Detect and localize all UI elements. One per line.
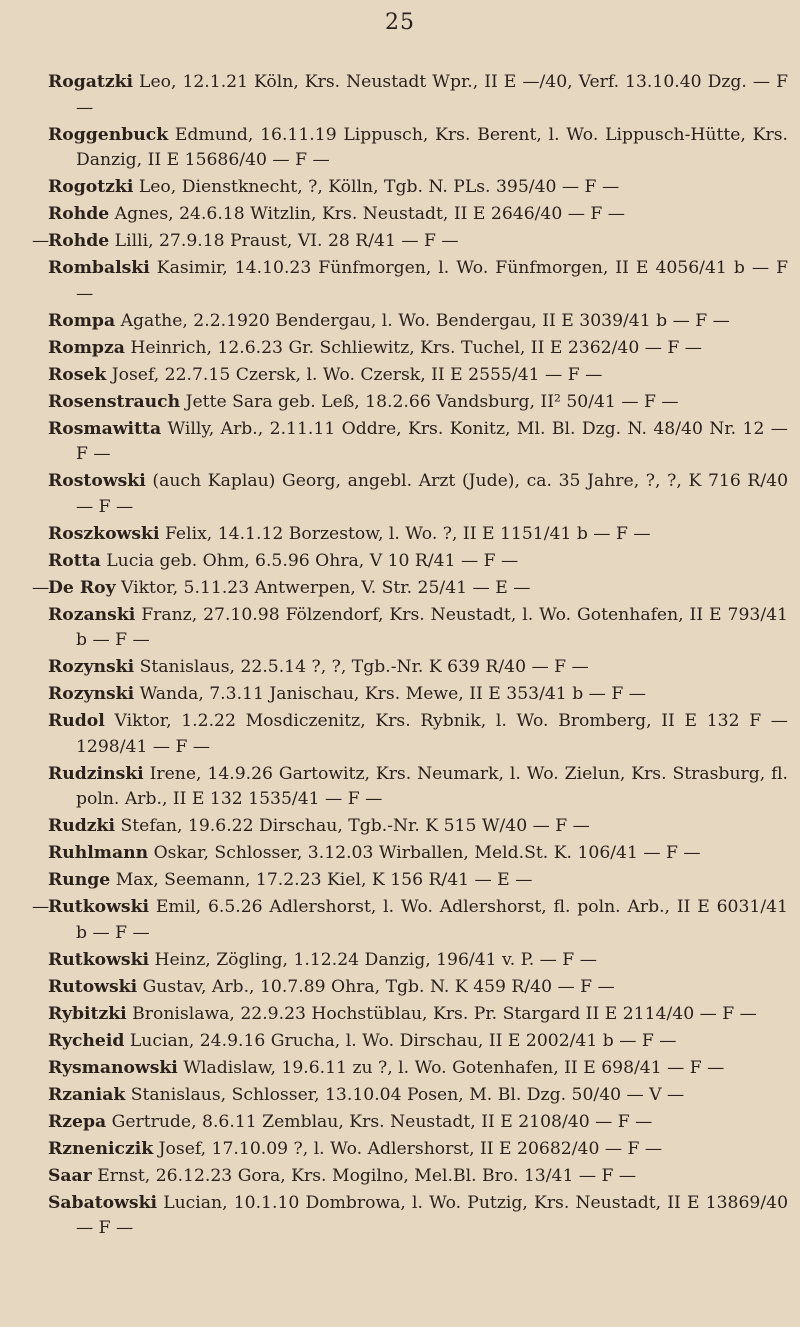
entry-details: Viktor, 5.11.23 Antwerpen, V. Str. 25/41 — E — bbox=[121, 577, 531, 598]
entry-surname: Rosmawitta bbox=[48, 418, 162, 439]
list-item bbox=[48, 762, 788, 813]
list-item bbox=[48, 814, 788, 840]
entry-details: Franz, 27.10.98 Fölzendorf, Krs. Neustadt, l. Wo. Gotenhafen, II E 793/41 b — F — bbox=[76, 604, 788, 650]
list-item bbox=[32, 576, 788, 602]
entry-details: Heinrich, 12.6.23 Gr. Schliewitz, Krs. Tuchel, II E 2362/40 — F — bbox=[130, 337, 702, 358]
entry-details: Leo, Dienstknecht, ?, Kölln, Tgb. N. PLs. 395/40 — F — bbox=[138, 177, 620, 197]
list-item bbox=[32, 229, 788, 255]
entry-details: Stanislaus, Schlosser, 13.10.04 Posen, M. Bl. Dzg. 50/40 — V — bbox=[130, 1084, 685, 1105]
entry-details: Stefan, 19.6.22 Dirschau, Tgb.-Nr. K 515 W/40 — F — bbox=[120, 816, 590, 836]
entry-surname: Rostowski bbox=[48, 471, 146, 491]
entry-details: Leo, 12.1.21 Köln, Krs. Neustadt Wpr., II E —/40, Verf. 13.10.40 Dzg. — F — bbox=[76, 72, 788, 118]
entry-details: Agathe, 2.2.1920 Bendergau, l. Wo. Bendergau, II E 3039/41 b — F — bbox=[120, 310, 730, 331]
entry-details: Emil, 6.5.26 Adlershorst, l. Wo. Adlershorst, fl. poln. Arb., II E 6031/41 b — F — bbox=[76, 897, 788, 943]
list-item bbox=[48, 948, 788, 974]
entry-details: Felix, 14.1.12 Borzestow, l. Wo. ?, II E 1151/41 b — F — bbox=[164, 523, 651, 544]
list-item bbox=[48, 1164, 788, 1190]
entry-details: Willy, Arb., 2.11.11 Oddre, Krs. Konitz, Ml. Bl. Dzg. N. 48/40 Nr. 12 — F — bbox=[76, 418, 788, 464]
list-item bbox=[32, 895, 788, 946]
entry-surname: Rutkowski bbox=[48, 897, 150, 917]
list-item bbox=[48, 256, 788, 307]
entry-surname: Rysmanowski bbox=[48, 1057, 178, 1078]
entry-surname: Runge bbox=[48, 870, 111, 890]
entry-surname: Rosenstrauch bbox=[48, 391, 181, 412]
entry-details: Josef, 22.7.15 Czersk, l. Wo. Czersk, II E 2555/41 — F — bbox=[111, 364, 603, 385]
list-item bbox=[48, 123, 788, 174]
entry-details: Edmund, 16.11.19 Lippusch, Krs. Berent, l. Wo. Lippusch-Hütte, Krs. Danzig, II E 15686/40 — F — bbox=[76, 124, 788, 170]
entry-surname: Rzneniczik bbox=[48, 1138, 154, 1159]
list-item bbox=[48, 1056, 788, 1082]
entry-details: Lucia geb. Ohm, 6.5.96 Ohra, V 10 R/41 — F — bbox=[106, 550, 519, 571]
entry-surname: Rutkowski bbox=[48, 949, 150, 970]
entry-details: Wanda, 7.3.11 Janischau, Krs. Mewe, II E 353/41 b — F — bbox=[139, 684, 646, 704]
entry-surname: Rompa bbox=[48, 310, 116, 331]
list-item bbox=[48, 469, 788, 520]
entry-surname: Sabatowski bbox=[48, 1192, 158, 1213]
list-item bbox=[48, 363, 788, 389]
entry-details: Viktor, 1.2.22 Mosdiczenitz, Krs. Rybnik, l. Wo. Bromberg, II E 132 F — 1298/41 — F — bbox=[76, 711, 788, 757]
list-item bbox=[48, 1083, 788, 1109]
entry-details: Gustav, Arb., 10.7.89 Ohra, Tgb. N. K 459 R/40 — F — bbox=[142, 976, 615, 997]
list-item bbox=[48, 975, 788, 1001]
entry-details: Ernst, 26.12.23 Gora, Krs. Mogilno, Mel.Bl. Bro. 13/41 — F — bbox=[97, 1165, 637, 1186]
list-item bbox=[48, 175, 788, 201]
entry-surname: Rudzinski bbox=[48, 763, 144, 784]
margin-mark: — bbox=[32, 897, 50, 917]
page-number: 25 bbox=[385, 10, 415, 35]
entry-surname: Roggenbuck bbox=[48, 124, 169, 145]
entry-surname: Roszkowski bbox=[48, 523, 160, 544]
list-item bbox=[48, 309, 788, 335]
list-item bbox=[48, 549, 788, 575]
entry-details: (auch Kaplau) Georg, angebl. Arzt (Jude), ca. 35 Jahre, ?, ?, K 716 R/40 — F — bbox=[76, 471, 789, 517]
entry-details: Kasimir, 14.10.23 Fünfmorgen, l. Wo. Fünfmorgen, II E 4056/41 b — F — bbox=[76, 258, 788, 304]
entry-surname: Rzaniak bbox=[48, 1084, 126, 1105]
entry-surname: Rohde bbox=[48, 204, 110, 224]
entry-surname: Rudol bbox=[48, 711, 105, 731]
entry-list bbox=[32, 70, 789, 1243]
list-item bbox=[48, 682, 788, 708]
entry-surname: Saar bbox=[48, 1165, 92, 1186]
entry-details: Josef, 17.10.09 ?, l. Wo. Adlershorst, II E 20682/40 — F — bbox=[158, 1138, 663, 1159]
entry-surname: Rohde bbox=[48, 231, 110, 251]
entry-details: Max, Seemann, 17.2.23 Kiel, K 156 R/41 — E — bbox=[115, 870, 533, 890]
entry-details: Lucian, 24.9.16 Grucha, l. Wo. Dirschau, II E 2002/41 b — F — bbox=[129, 1030, 677, 1051]
margin-mark: — bbox=[32, 577, 50, 598]
entry-surname: Rutowski bbox=[48, 976, 138, 997]
entry-details: Wladislaw, 19.6.11 zu ?, l. Wo. Gotenhafen, II E 698/41 — F — bbox=[183, 1057, 725, 1078]
entry-surname: Ruhlmann bbox=[48, 843, 149, 863]
list-item bbox=[48, 868, 788, 894]
list-item bbox=[48, 1191, 788, 1242]
list-item bbox=[48, 1002, 788, 1028]
entry-details: Gertrude, 8.6.11 Zemblau, Krs. Neustadt, II E 2108/40 — F — bbox=[111, 1111, 653, 1132]
entry-surname: Rozynski bbox=[48, 657, 135, 677]
entry-surname: Rzepa bbox=[48, 1111, 107, 1132]
entry-surname: Rycheid bbox=[48, 1030, 125, 1051]
entry-surname: Rozynski bbox=[48, 684, 135, 704]
list-item bbox=[48, 1110, 788, 1136]
entry-surname: Rozanski bbox=[48, 604, 136, 625]
list-item bbox=[48, 522, 788, 548]
entry-surname: Rybitzki bbox=[48, 1003, 127, 1024]
entry-details: Bronislawa, 22.9.23 Hochstüblau, Krs. Pr. Stargard II E 2114/40 — F — bbox=[132, 1003, 757, 1024]
list-item bbox=[48, 1137, 788, 1163]
list-item bbox=[48, 1029, 788, 1055]
list-item bbox=[48, 709, 788, 760]
entry-details: Heinz, Zögling, 1.12.24 Danzig, 196/41 v. P. — F — bbox=[154, 949, 597, 970]
list-item bbox=[48, 417, 788, 468]
entry-details: Agnes, 24.6.18 Witzlin, Krs. Neustadt, II E 2646/40 — F — bbox=[114, 204, 625, 224]
entry-details: Jette Sara geb. Leß, 18.2.66 Vandsburg, II² 50/41 — F — bbox=[185, 391, 679, 412]
entry-surname: Rotta bbox=[48, 550, 101, 571]
list-item bbox=[48, 202, 788, 228]
entry-surname: Rudzki bbox=[48, 816, 115, 836]
entry-details: Lucian, 10.1.10 Dombrowa, l. Wo. Putzig, Krs. Neustadt, II E 13869/40 — F — bbox=[76, 1192, 788, 1238]
list-item bbox=[48, 841, 788, 867]
list-item bbox=[48, 70, 788, 121]
entry-surname: Rogotzki bbox=[48, 177, 134, 197]
entry-details: Stanislaus, 22.5.14 ?, ?, Tgb.-Nr. K 639 R/40 — F — bbox=[139, 657, 589, 677]
entry-details: Lilli, 27.9.18 Praust, VI. 28 R/41 — F — bbox=[114, 231, 459, 251]
list-item bbox=[48, 655, 788, 681]
list-item bbox=[48, 336, 788, 362]
margin-mark: — bbox=[32, 231, 50, 251]
entry-details: Oskar, Schlosser, 3.12.03 Wirballen, Meld.St. K. 106/41 — F — bbox=[153, 843, 701, 863]
entry-surname: Rogatzki bbox=[48, 72, 134, 92]
entry-surname: Rosek bbox=[48, 364, 107, 385]
list-item bbox=[48, 603, 788, 654]
entry-surname: Rompza bbox=[48, 337, 125, 358]
entry-surname: De Roy bbox=[48, 577, 116, 598]
list-item bbox=[48, 390, 788, 416]
entry-details: Irene, 14.9.26 Gartowitz, Krs. Neumark, l. Wo. Zielun, Krs. Strasburg, fl. poln. Arb., II E 132 1535/41 — F — bbox=[76, 763, 789, 809]
entry-surname: Rombalski bbox=[48, 258, 150, 278]
